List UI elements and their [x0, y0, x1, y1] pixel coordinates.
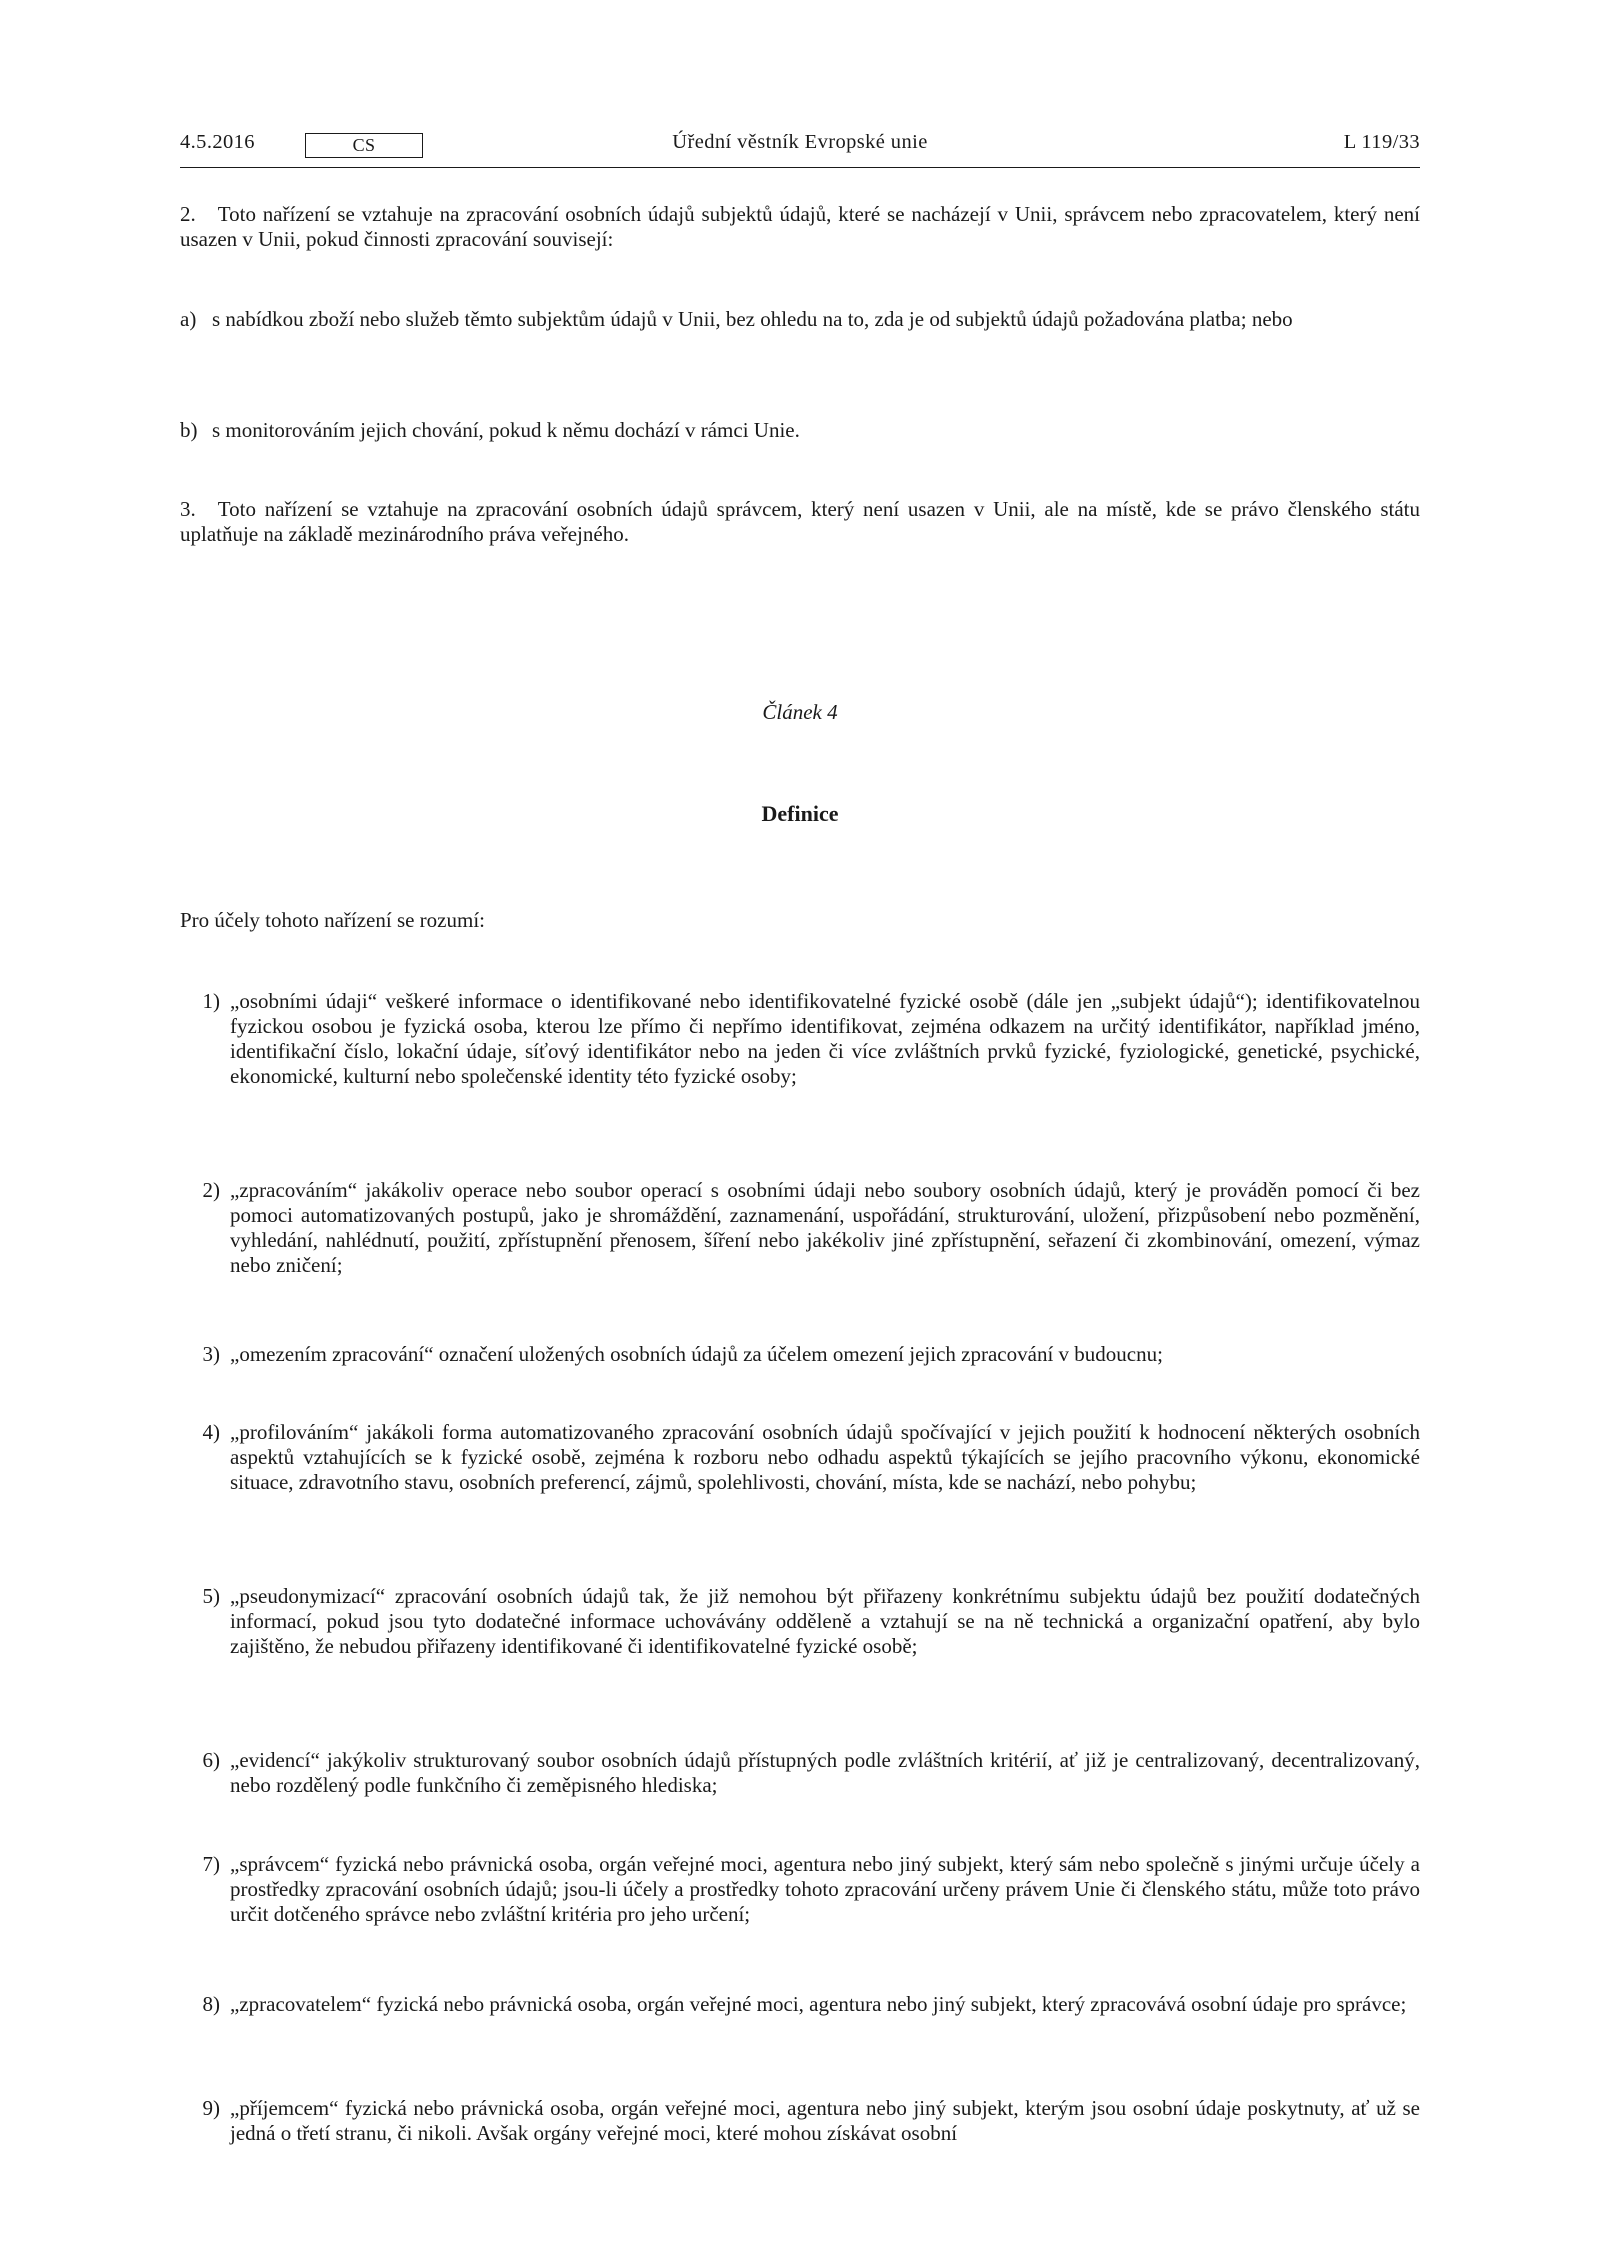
point-text: s nabídkou zboží nebo služeb těmto subjektům údajů v Unii, bez ohledu na to, zda je od subjektů údajů požadována platba; nebo [212, 307, 1293, 331]
definition-text: „zpracovatelem“ fyzická nebo právnická osoba, orgán veřejné moci, agentura nebo jiný subjekt, který zpracovává osobní údaje pro správce; [230, 1992, 1407, 2016]
definition-number: 5) [202, 1584, 220, 1608]
definitions-intro: Pro účely tohoto nařízení se rozumí: [180, 908, 486, 932]
page-reference: L 119/33 [1343, 131, 1420, 153]
definition-item [180, 1992, 1420, 2017]
definition-text: „zpracováním“ jakákoliv operace nebo soubor operací s osobními údaji nebo soubory osobních údajů, který je prováděn pomocí či bez pomoci automatizovaných postupů, jako je shromáždění, zaznamenání, uspořádání, strukturování, uložení, přizpůsobení nebo pozměnění, vyhledání, nahlédnutí, použití, zpřístupnění přenosem, šíření nebo jakékoliv jiné zpřístupnění, seřazení či zkombinování, omezení, výmaz nebo zničení; [230, 1178, 1420, 1277]
definition-item [180, 1748, 1420, 1798]
paragraph-number: 2. [180, 202, 196, 226]
definition-number: 3) [202, 1342, 220, 1366]
page-header [180, 131, 1420, 163]
definition-text: „osobními údaji“ veškeré informace o identifikované nebo identifikovatelné fyzické osobě (dále jen „subjekt údajů“); identifikovatelnou fyzickou osobou je fyzická osoba, kterou lze přímo či nepřímo identifikovat, zejména odkazem na určitý identifikátor, například jméno, identifikační číslo, lokační údaje, síťový identifikátor nebo na jeden či více zvláštních prvků fyzické, fyziologické, genetické, psychické, ekonomické, kulturní nebo společenské identity této fyzické osoby; [230, 989, 1420, 1088]
definition-item [180, 1178, 1420, 1278]
point-a [180, 307, 1420, 332]
paragraph-2 [180, 202, 1420, 252]
definition-item [180, 2096, 1420, 2146]
definition-text: „evidencí“ jakýkoliv strukturovaný soubor osobních údajů přístupných podle zvláštních kritérií, ať již je centralizovaný, decentralizovaný, nebo rozdělený podle funkčního či zeměpisného hlediska; [230, 1748, 1420, 1797]
header-date: 4.5.2016 [180, 131, 255, 153]
definition-item [180, 1584, 1420, 1659]
journal-title: Úřední věstník Evropské unie [672, 131, 928, 153]
definition-text: „omezením zpracování“ označení uložených osobních údajů za účelem omezení jejich zpracování v budoucnu; [230, 1342, 1163, 1366]
point-text: s monitorováním jejich chování, pokud k němu dochází v rámci Unie. [212, 418, 800, 442]
definition-number: 1) [202, 989, 220, 1013]
paragraph-text: Toto nařízení se vztahuje na zpracování osobních údajů subjektů údajů, které se nacházejí v Unii, správcem nebo zpracovatelem, který není usazen v Unii, pokud činnosti zpracování souvisejí: [180, 202, 1420, 251]
definition-number: 6) [202, 1748, 220, 1772]
definition-number: 9) [202, 2096, 220, 2120]
header-divider [180, 167, 1420, 168]
article-number: Článek 4 [762, 700, 838, 724]
definition-number: 8) [202, 1992, 220, 2016]
point-label: b) [180, 418, 198, 442]
definition-number: 4) [202, 1420, 220, 1444]
definition-number: 2) [202, 1178, 220, 1202]
definition-text: „správcem“ fyzická nebo právnická osoba, orgán veřejné moci, agentura nebo jiný subjekt, který sám nebo společně s jinými určuje účely a prostředky zpracování osobních údajů; jsou-li účely a prostředky tohoto zpracování určeny právem Unie či členského státu, může toto právo určit dotčeného správce nebo zvláštní kritéria pro jeho určení; [230, 1852, 1420, 1926]
paragraph-number: 3. [180, 497, 196, 521]
paragraph-3 [180, 497, 1420, 547]
language-box: CS [305, 133, 423, 158]
definition-number: 7) [202, 1852, 220, 1876]
definition-item [180, 1852, 1420, 1927]
point-b [180, 418, 1420, 443]
definition-text: „pseudonymizací“ zpracování osobních údajů tak, že již nemohou být přiřazeny konkrétnímu subjektu údajů bez použití dodatečných informací, pokud jsou tyto dodatečné informace uchovávány odděleně a vztahují se na ně technická a organizační opatření, aby bylo zajištěno, že nebudou přiřazeny identifikované či identifikovatelné fyzické osobě; [230, 1584, 1420, 1658]
paragraph-text: Toto nařízení se vztahuje na zpracování osobních údajů správcem, který není usazen v Unii, ale na místě, kde se právo členského státu uplatňuje na základě mezinárodního práva veřejného. [180, 497, 1420, 546]
point-label: a) [180, 307, 197, 331]
definition-item [180, 989, 1420, 1089]
definition-text: „příjemcem“ fyzická nebo právnická osoba, orgán veřejné moci, agentura nebo jiný subjekt, kterým jsou osobní údaje poskytnuty, ať už se jedná o třetí stranu, či nikoli. Avšak orgány veřejné moci, které mohou získávat osobní [230, 2096, 1420, 2145]
definition-text: „profilováním“ jakákoli forma automatizovaného zpracování osobních údajů spočívající v jejich použití k hodnocení některých osobních aspektů vztahujících se k fyzické osobě, zejména k rozboru nebo odhadu aspektů týkajících se jejího pracovního výkonu, ekonomické situace, zdravotního stavu, osobních preferencí, zájmů, spolehlivosti, chování, místa, kde se nachází, nebo pohybu; [230, 1420, 1420, 1494]
definition-item [180, 1420, 1420, 1495]
definition-item [180, 1342, 1420, 1367]
article-title: Definice [761, 801, 839, 826]
